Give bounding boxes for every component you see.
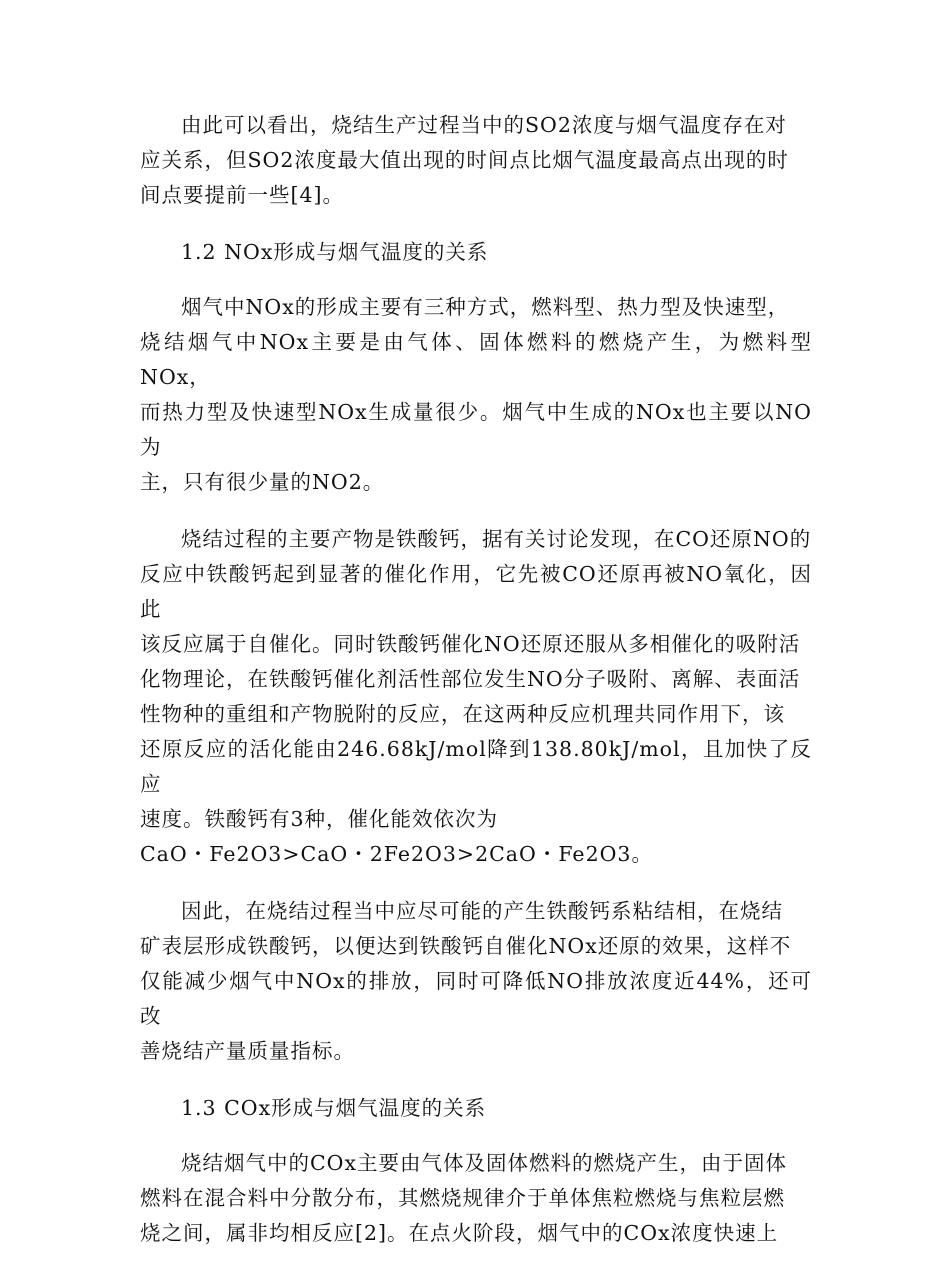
text-line: 性物种的重组和产物脱附的反应，在这两种反应机理共同作用下，该 xyxy=(140,702,785,726)
paragraph-so2-relation xyxy=(140,108,812,213)
section-heading-1-3 xyxy=(140,1091,812,1126)
text-line: 而热力型及快速型NOx生成量很少。烟气中生成的NOx也主要以NO为 xyxy=(140,400,812,459)
text-line: 该反应属于自催化。同时铁酸钙催化NO还原还服从多相催化的吸附活 xyxy=(140,632,801,656)
text-line: 应关系，但SO2浓度最大值出现的时间点比烟气温度最高点出现的时 xyxy=(140,148,789,172)
text-line: 烧结烟气中的COx主要由气体及固体燃料的燃烧产生，由于固体 xyxy=(181,1151,788,1175)
paragraph-cox-formation xyxy=(140,1146,812,1251)
text-line: 化物理论，在铁酸钙催化剂活性部位发生NO分子吸附、离解、表面活 xyxy=(140,667,801,691)
text-line: 烟气中NOx的形成主要有三种方式，燃料型、热力型及快速型， xyxy=(181,295,790,319)
text-line: 速度。铁酸钙有3种，催化能效依次为 xyxy=(140,807,499,831)
text-line: 燃料在混合料中分散分布，其燃烧规律介于单体焦粒燃烧与焦粒层燃 xyxy=(140,1186,785,1210)
paragraph-nox-formation xyxy=(140,290,812,500)
document-page xyxy=(140,108,812,1273)
paragraph-sintering-conclusion xyxy=(140,894,812,1069)
text-line: 烧结烟气中NOx主要是由气体、固体燃料的燃烧产生，为燃料型NOx， xyxy=(140,330,812,389)
text-line: 矿表层形成铁酸钙，以便达到铁酸钙自催化NOx还原的效果，这样不 xyxy=(140,934,792,958)
text-line: 间点要提前一些[4]。 xyxy=(140,183,345,207)
text-line: 仅能减少烟气中NOx的排放，同时可降低NO排放浓度近44%，还可改 xyxy=(140,969,812,1028)
text-line: 因此，在烧结过程当中应尽可能的产生铁酸钙系粘结相，在烧结 xyxy=(181,899,783,923)
text-line: 烧之间，属非均相反应[2]。在点火阶段，烟气中的COx浓度快速上 xyxy=(140,1221,779,1245)
text-line: 由此可以看出，烧结生产过程当中的SO2浓度与烟气温度存在对 xyxy=(181,113,787,137)
text-line: 主，只有很少量的NO2。 xyxy=(140,470,385,494)
text-line: 善烧结产量质量指标。 xyxy=(140,1039,355,1063)
heading-text: 1.3 COx形成与烟气温度的关系 xyxy=(181,1096,487,1120)
heading-text: 1.2 NOx形成与烟气温度的关系 xyxy=(181,240,489,264)
text-line: 烧结过程的主要产物是铁酸钙，据有关讨论发现，在CO还原NO的 xyxy=(181,527,812,551)
text-line: 反应中铁酸钙起到显著的催化作用，它先被CO还原再被NO氧化，因此 xyxy=(140,562,812,621)
section-heading-1-2 xyxy=(140,235,812,270)
formula-line: CaO・Fe2O3>CaO・2Fe2O3>2CaO・Fe2O3。 xyxy=(140,842,653,866)
text-line: 还原反应的活化能由246.68kJ/mol降到138.80kJ/mol，且加快了反应 xyxy=(140,737,812,796)
paragraph-calcium-ferrite xyxy=(140,522,812,872)
